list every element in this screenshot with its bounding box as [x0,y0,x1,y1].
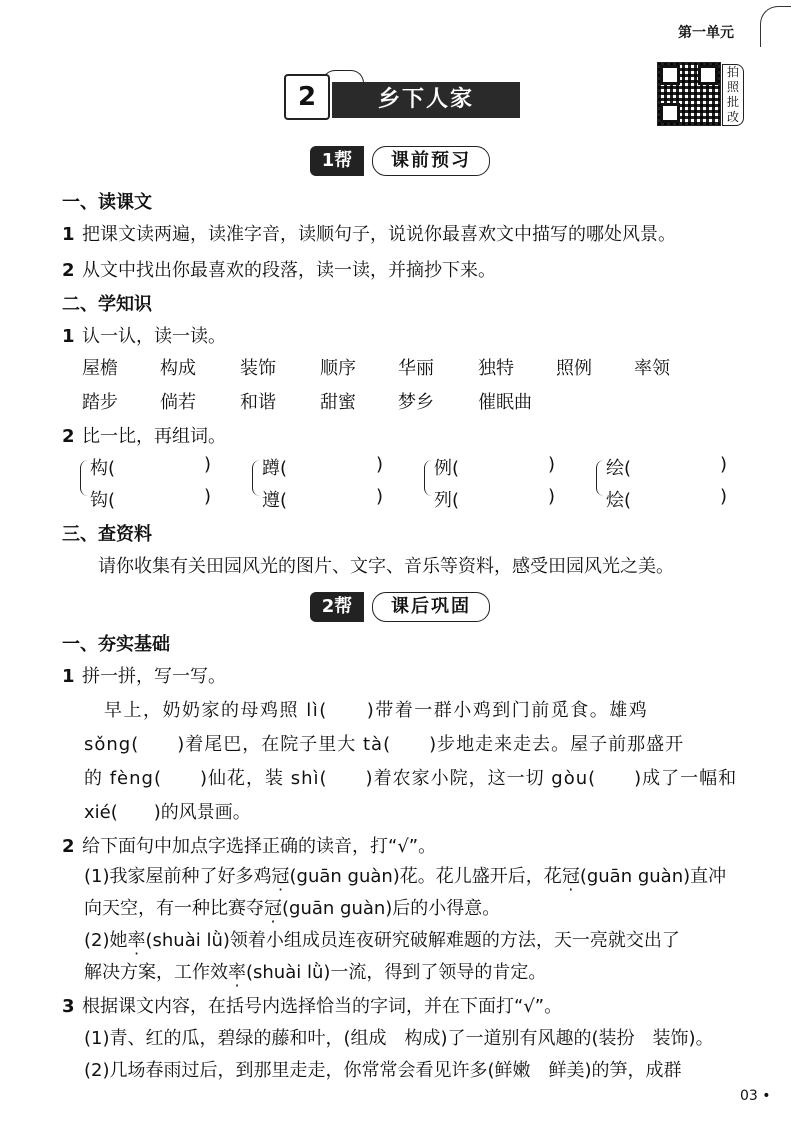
unit-label: 第一单元 [678,25,734,41]
word-item: 和谐 [240,392,276,413]
heading-read-text: 一、读课文 [62,192,152,213]
compare-item: 例( [434,458,460,479]
brace-icon [596,460,605,496]
compare-group [80,454,220,514]
brace-icon [80,460,89,496]
question-1-1: 1 把课文读两遍，读准字音，读顺句子，说说你最喜欢文中描写的哪处风景。 [62,224,676,245]
close-paren: ) [204,454,212,475]
word-item: 甜蜜 [320,392,356,413]
word-item: 屋檐 [82,358,118,379]
section-badge-2 [310,592,500,622]
pinyin-line: xié( )的风景画。 [84,802,251,823]
word-item: 催眠曲 [478,392,532,413]
section-title: 课前预习 [372,146,490,176]
compare-group [424,454,564,514]
close-paren: ) [376,486,384,507]
word-item: 华丽 [398,358,434,379]
question-3-3: 3 根据课文内容，在括号内选择恰当的字词，并在下面打“√”。 [62,996,563,1017]
reading-item-1-cont: 向天空，有一种比赛夺冠(guān guàn)后的小得意。 [84,898,501,919]
pinyin-line: 早上，奶奶家的母鸡照 lì( )带着一群小鸡到门前觅食。雄鸡 [104,700,649,721]
close-paren: ) [204,486,212,507]
compare-item: 钩( [90,490,116,511]
word-item: 踏步 [82,392,118,413]
section-badge-number: 2帮 [310,592,364,622]
heading-learn: 二、学知识 [62,294,152,315]
reading-item-1: (1)我家屋前种了好多鸡冠(guān guàn)花。花儿盛开后，花冠(guān guàn)直冲 [84,866,727,887]
page-number: 03 • [740,1088,771,1104]
pinyin-line: 的 fèng( )仙花，装 shì( )着农家小院，这一切 gòu( )成了一幅和 [84,768,738,789]
section-title: 课后巩固 [372,592,490,622]
close-paren: ) [548,454,556,475]
qr-finder-icon [698,65,718,85]
compare-item: 构( [90,458,116,479]
heading-research: 三、查资料 [62,524,152,545]
compare-item: 蹲( [262,458,288,479]
choice-item-2: (2)几场春雨过后，到那里走走，你常常会看见许多(鲜嫩 鲜美)的笋，成群 [84,1060,682,1081]
word-item: 梦乡 [398,392,434,413]
question-2-2: 2 比一比，再组词。 [62,426,226,447]
question-1-2: 2 从文中找出你最喜欢的段落，读一读，并摘抄下来。 [62,260,496,281]
word-item: 顺序 [320,358,356,379]
photo-grading-tag: 拍照批改 [722,64,744,126]
qr-finder-icon [660,103,680,123]
section-badge-number: 1帮 [310,146,364,176]
word-item: 构成 [160,358,196,379]
pinyin-line: sǒng( )着尾巴，在院子里大 tà( )步地走来走去。屋子前那盛开 [84,734,685,755]
compare-item: 烩( [606,490,632,511]
close-paren: ) [376,454,384,475]
lesson-number: 2 [284,74,330,120]
page-corner-decoration [760,6,791,47]
brace-icon [424,460,433,496]
qr-finder-icon [660,65,680,85]
question-3-1: 1 拼一拼，写一写。 [62,666,226,687]
reading-item-2: (2)她率(shuài lǜ)领着小组成员连夜研究破解难题的方法，天一亮就交出了 [84,930,680,951]
word-item: 装饰 [240,358,276,379]
word-item: 倘若 [160,392,196,413]
compare-group [596,454,736,514]
compare-item: 遵( [262,490,288,511]
heading-basics: 一、夯实基础 [62,634,170,655]
compare-item: 绘( [606,458,632,479]
lesson-title: 乡下人家 [332,82,520,118]
compare-item: 列( [434,490,460,511]
question-2-1: 1 认一认，读一读。 [62,326,226,347]
brace-icon [252,460,261,496]
reading-item-2-cont: 解决方案，工作效率(shuài lǜ)一流，得到了领导的肯定。 [84,962,547,983]
question-3-2: 2 给下面句中加点字选择正确的读音，打“√”。 [62,836,437,857]
compare-group [252,454,392,514]
word-item: 率领 [634,358,670,379]
close-paren: ) [548,486,556,507]
word-item: 照例 [556,358,592,379]
section-badge-1 [310,146,500,176]
close-paren: ) [720,486,728,507]
word-item: 独特 [478,358,514,379]
choice-item-1: (1)青、红的瓜，碧绿的藤和叶，(组成 构成)了一道别有风趣的(装扮 装饰)。 [84,1028,714,1049]
qr-code-icon[interactable] [657,62,721,126]
research-text: 请你收集有关田园风光的图片、文字、音乐等资料，感受田园风光之美。 [98,556,674,577]
close-paren: ) [720,454,728,475]
